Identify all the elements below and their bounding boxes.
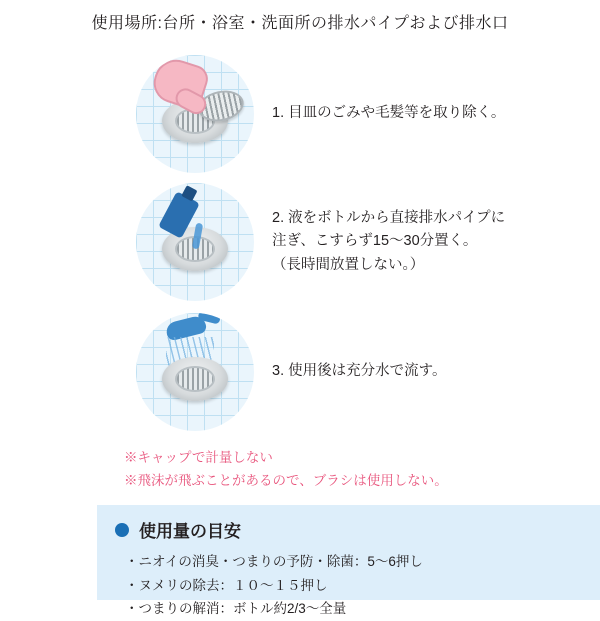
page-title: 使用場所:台所・浴室・洗面所の排水パイプおよび排水口 xyxy=(91,15,509,32)
dosage-list xyxy=(115,550,586,621)
dosage-list-item: ・ ヌメリの除去：１０〜１５押し xyxy=(125,574,586,598)
step-list xyxy=(0,55,600,431)
dosage-panel xyxy=(97,505,600,617)
bullet-dot-icon xyxy=(115,523,129,537)
drain-opening xyxy=(162,357,228,401)
step-text-line: （長時間放置しない。） xyxy=(272,256,425,273)
dosage-list-item: ・ ニオイの消臭・つまりの予防・除菌：5〜6押し xyxy=(125,550,586,574)
step-item xyxy=(0,55,600,173)
dosage-list-item: ・ つまりの解消：ボトル約2/3〜全量 xyxy=(125,597,586,621)
caution-note: ※飛沫が飛ぶことがあるので、ブラシは使用しない。 xyxy=(124,472,448,488)
step-text-line: 1. 目皿のごみや毛髪等を取り除く。 xyxy=(272,105,506,122)
step-text-line: 注ぎ、こすらず15〜30分置く。 xyxy=(272,233,478,250)
caution-note: ※キャップで計量しない xyxy=(124,450,273,465)
step-text-line: 3. 使用後は充分水で流す。 xyxy=(272,363,447,380)
drain-cover-removal-icon xyxy=(136,55,254,173)
dosage-panel-title-label: 使用量の目安 xyxy=(139,522,241,541)
shower-rinse-icon xyxy=(136,313,254,431)
step-text-line: 2. 液をボトルから直接排水パイプに xyxy=(272,210,506,227)
step-item xyxy=(0,313,600,431)
dosage-panel-title xyxy=(115,517,586,542)
step-text xyxy=(272,102,505,125)
caution-notes xyxy=(0,447,600,493)
bottle-pour-icon xyxy=(136,183,254,301)
step-item xyxy=(0,183,600,301)
step-text xyxy=(272,207,505,277)
step-text xyxy=(272,360,446,383)
